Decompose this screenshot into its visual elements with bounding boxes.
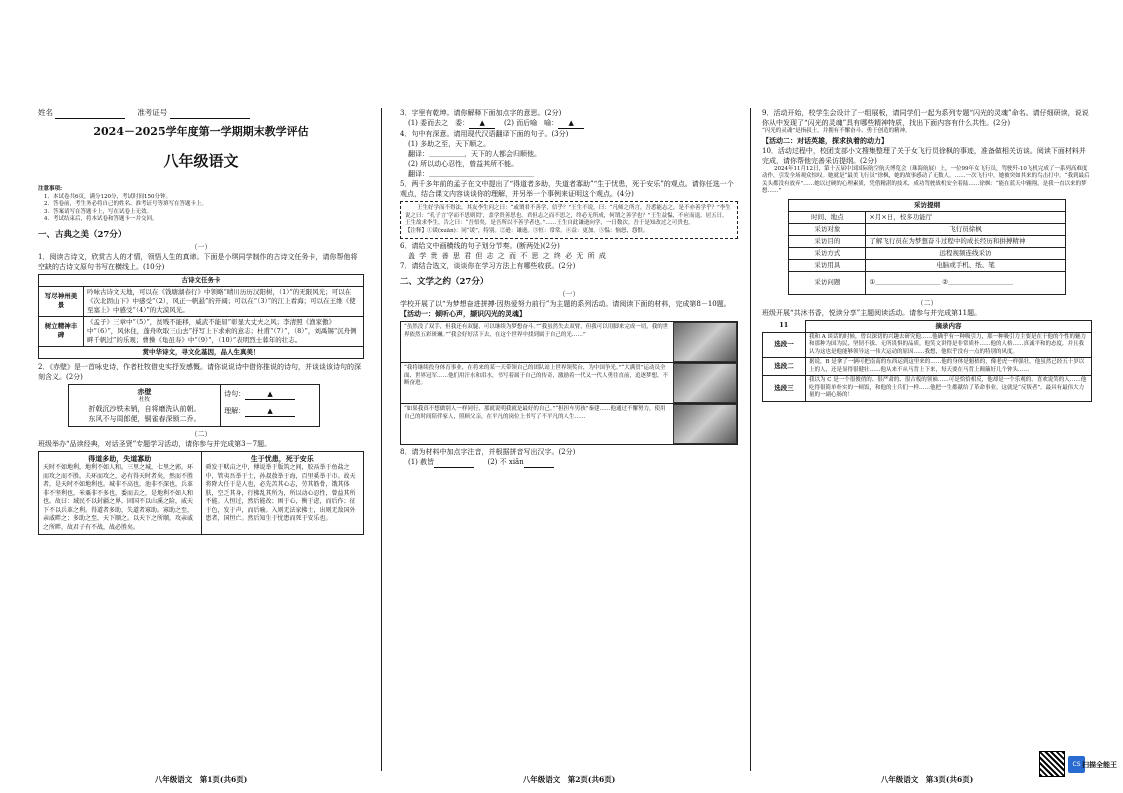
- question-8: 8．请为材料中加点字注音，并根据拼音写出汉字。(2分): [400, 448, 576, 456]
- q4-item: (1) 多助之至，天下顺之。: [408, 140, 491, 148]
- section-1-title: 一、古典之美（27分）: [38, 229, 127, 240]
- q8-item: (2) 不 xiǎn: [487, 458, 524, 466]
- answer-blank[interactable]: ▲: [469, 118, 495, 129]
- name-label: 姓名: [38, 108, 53, 117]
- scanner-app-logo-icon: CS: [1068, 756, 1085, 773]
- excerpt-label: 选段三: [763, 376, 806, 402]
- card-row-label: 树立精神丰碑: [39, 316, 84, 346]
- interview-outline: [788, 199, 1065, 295]
- outline-value: 远程视频连线采访: [866, 247, 1065, 259]
- question-2: 2．《赤壁》是一首咏史诗，作者杜牧借史实抒发感慨。请你说说诗中借你推说的诗句，并谈谈该诗句的深刻含义。(2分): [38, 362, 361, 381]
- q9-note: “闪光的灵魂”是指叔士，并拥有不懈奋斗、勇于创造的精神。: [762, 128, 911, 134]
- part-2-label: （二）: [190, 430, 212, 438]
- question-11-number: 11: [779, 321, 789, 330]
- passage-text: 舜发于畎亩之中，傅说举于版筑之间，胶鬲举于鱼盐之中，管夷吾举于士，孙叔敖举于海，百里奚举于市。故天将降大任于是人也，必先苦其心志，劳其筋骨，饿其体肤，空乏其身，行拂乱其所为，所以动心忍性，曾益其所不能。人恒过，然后能改；困于心，衡于虑，而后作；征于色，发于声，而后喻。入则无法家拂士，出则无敌国外患者，国恒亡。然后知生于忧患而死于安乐也。: [205, 464, 356, 522]
- excerpt-label: 选段二: [763, 358, 806, 376]
- poem-line-label: 诗句：: [224, 389, 246, 398]
- activity-intro: 班级举办“品读经典，对话圣贤”专题学习活动，请你参与并完成第3－7题。: [38, 440, 272, 448]
- excerpt-title: 摘录内容: [806, 320, 1092, 332]
- question-10: 10．活动过程中，校团支部小文搜集整理了关于女飞行员徐枫的事迹，准备做相关访谈。阅读下面材料并完成，请你帮他完善采访提纲。(2分): [762, 146, 1086, 165]
- part-4-label: （二）: [916, 298, 938, 307]
- excerpt-text: 我和 A 谈话的时候，曾以深切的兴趣去研究他……他确乎有一种吸引力，那一种吸引力主要是在于他的个性的魅力和那种为国为民、坚韧不拔、无所畏惧的品质。他笑文讲得是非常质朴……他的人格……真诚平和的态度，并且我认为这也是他能够领导这一伟大运动的原因……我想，他似乎没有一点的特别的风度。: [806, 332, 1092, 358]
- material-row: [401, 363, 737, 404]
- card-row-text: 吟咏古诗文天地，可以在《钱塘湖春行》中领略“晴川历历汉阳树，（1）”的无限风光；可以在《次北固山下》中感受“（2），风正一帆悬”的开阔；可以在“（3）”的江上看海；可以在王维《使至塞上》中感受“（4）”的大漠风光。: [84, 286, 364, 316]
- outline-key: 采访方式: [789, 247, 866, 259]
- card-row-label: 写尽神州美景: [39, 286, 84, 316]
- poem-meaning-label: 理解：: [224, 406, 246, 415]
- outline-value: ×月×日，校多功能厅: [866, 211, 1065, 223]
- outline-key: 采访用具: [789, 259, 866, 271]
- poem-line: 折戟沉沙铁未销，自将磨洗认前朝。: [88, 405, 201, 413]
- athlete-photo: [673, 363, 737, 403]
- answer-blank[interactable]: [524, 457, 554, 468]
- notice-item: 1．本试卷共6页，满分120分，考试时间150分钟。: [44, 193, 171, 200]
- q6-sentence: 盖 学 贵 善 思 君 但 志 之 而 不 思 之 终 必 无 所 成: [408, 252, 607, 260]
- q8-item: (1) 赦皆: [408, 458, 435, 466]
- question-3: 3．字里有乾坤。请你解释下面加点字的意思。(2分): [400, 109, 562, 117]
- activity-1-title: 【活动一：倾听心声，撷识闪光的灵魂】: [400, 309, 526, 318]
- part-3-label: （一）: [558, 290, 580, 298]
- outline-value: 飞行员徐枫: [866, 223, 1065, 235]
- card-row-text: 《孟子》三章中“（5）”，贫贱不能移，威武不能屈”彰显大丈夫之风；李清照《渔家傲》中“（6）”，风休住，蓬舟吹取三山去”抒写上下求索的意志；杜甫“（7）”，（8）”，刘禹锡“沉舟侧畔千帆过”的乐观；曹操《龟虽寿》中“（9）”，（10）”表明烈士暮年的壮志。: [84, 316, 364, 346]
- page-3: [762, 108, 1092, 773]
- page-divider: [750, 108, 751, 771]
- page-2: [400, 108, 738, 773]
- outline-key: 采访目的: [789, 235, 866, 247]
- answer-blank[interactable]: ▲: [245, 406, 295, 417]
- card-footer: 赏中华诗文，寻文化基因，品人生真美！: [39, 346, 364, 358]
- question-7: 7．请结合选文，谈谈你在学习方法上有哪些收获。(2分): [400, 262, 576, 270]
- year-title: 2024－2025学年度第一学期期末教学评估: [93, 125, 309, 138]
- answer-blank[interactable]: [434, 457, 474, 468]
- passage-title: 得道多助，失道寡助: [88, 454, 152, 463]
- exam-header: [38, 108, 364, 537]
- excerpt-label: 选段一: [763, 332, 806, 358]
- activity-2-title: 【活动二：对话英雄，探求执着的动力】: [762, 135, 888, 145]
- athlete-photo: [673, 322, 737, 362]
- poem-task-card: [38, 274, 364, 359]
- excerpt-text: 我以为 C 是一个很俊俏的、很严肃的、很古板的领袖……可是恰恰相反，他却是一个乐观的、喜欢说笑的人……他吃得很简单朴实的一顿饭，和他的士兵们一样……他把一生都献给了革命事业。这就是“反叛者”。最具有最伟大力量的一副心肠的！: [806, 376, 1092, 402]
- activity-intro: 班级开展“共沐书香，悦读分享”主题阅读活动。请参与并完成第11题。: [762, 308, 982, 317]
- question-9: 9．活动开始，校学生会设计了一组展板，请同学们一起为系列专题“闪光的灵魂”命名。请仔细研读，说说你从中发现了“闪光的灵魂”具有哪些精神特质，找出下面内容有什么共性。(2分): [762, 109, 1089, 127]
- outline-title: 采访提纲: [789, 199, 1065, 211]
- passage-pair: [38, 451, 364, 535]
- scanner-app-brand: 扫描全能王: [1082, 761, 1117, 769]
- notice-title: 注意事项:: [38, 186, 63, 192]
- page-divider: [381, 108, 382, 771]
- passage-text: 2024年11月12日，第十五届中国国际航空航天博览会（珠海航展）上，一位99年女飞行员，驾驶歼-10飞机完成了一系列高难度动作，引发全场观众惊叹。她就是“最美飞行员”徐枫，她的故事感动了无数人。……一次飞行中，她被突如其来的鸟击打中。“我到最后关头都没有放弃”……她以过硬的心理素质，凭借精湛的技术，成功驾驶战机安全着陆……徐枫：“能在蓝天中翱翔，是我一直以来的梦想……”: [762, 165, 1090, 194]
- q3-item: (2) 而后喻 喻：: [504, 119, 559, 127]
- outline-value: 了解飞行员在为梦想奋斗过程中的成长经历和拼搏精神: [866, 235, 1065, 247]
- qr-code-icon: [1039, 751, 1065, 777]
- outline-key: 采访对象: [789, 223, 866, 235]
- excerpt-table: [762, 320, 1092, 402]
- outline-value: 电脑或手机、纸、笔: [866, 259, 1065, 271]
- material-row: [401, 322, 737, 363]
- notice-item: 3．答案请写在答题卡上，写在试卷上无效。: [44, 208, 153, 215]
- page-footer: 八年级语文 第2页(共6页): [522, 775, 616, 784]
- material-text: “如果我真不想做别人一样同行，那就说明我就是最好的自己。”“担担车男孩”秦建……他通过不懈努力，使用自己的时间陪伴家人，照顾父亲，在平凡的岗位上书写了不平凡的人生……: [404, 406, 666, 420]
- material-text: “虽然没了双手，但我还有双腿，可以继续为梦想奋斗。”“我虽然失去双臂，但我可以用脚来完成一切，我的世界依然五彩斑斓。”“我会好好活下去，在这个世界中找到属于自己的光……”: [404, 324, 669, 338]
- material-box: [400, 321, 738, 445]
- passage-note: 【注释】①谖(xuān)：同“谖”，特别。②逊：谦逊。③恒：常常。④益：更加。⑤愠：恼怒，怨恨。: [405, 227, 649, 234]
- worker-photo: [673, 404, 737, 444]
- notice-item: 4．考试结束后，将本试卷和答题卡一并交回。: [44, 216, 158, 222]
- question-6: 6．请给文中画横线的句子划分节奏。(断两处)(2分): [400, 242, 560, 250]
- exam-no-field[interactable]: [170, 108, 250, 119]
- page-footer: 八年级语文 第3页(共6页): [880, 775, 974, 784]
- poem-title: 赤壁: [137, 386, 152, 396]
- passage-text: 天时不如地利，地利不如人和。三里之城，七里之郭，环而攻之而不胜。夫环而攻之，必有得天时者矣，然而不胜者，是天时不如地利也。城非不高也，池非不深也，兵革非不坚利也，米粟非不多也，委而去之，是地利不如人和也。故曰：域民不以封疆之界，固国不以山溪之险，威天下不以兵革之利。得道者多助，失道者寡助。寡助之至，亲戚畔之；多助之至，天下顺之。以天下之所顺，攻亲戚之所畔，故君子有不战，战必胜矣。: [43, 464, 194, 531]
- poem-box: [68, 384, 320, 428]
- question-1: 1．阅读古诗文，欣赏古人的才情，领悟人生的真谛。下面是小琪同学制作的古诗文任务卡，请你帮他将空缺的古诗文原句书写在横线上。(10分): [38, 252, 358, 271]
- outline-key: 时间、地点: [789, 211, 866, 223]
- outline-key: 采访问题: [789, 271, 866, 294]
- page-footer: 八年级语文 第1页(共6页): [154, 775, 248, 784]
- name-field[interactable]: [55, 108, 125, 119]
- passage-title: 生于忧患，死于安乐: [250, 454, 314, 463]
- question-4: 4．句中有深意。请用现代汉语翻译下面的句子。(3分): [400, 130, 569, 138]
- notice-list: [38, 194, 364, 224]
- exam-no-label: 准考证号: [137, 108, 168, 117]
- section-2-title: 二、文学之约（27分）: [400, 277, 489, 287]
- part-1-label: （一）: [190, 242, 212, 251]
- answer-blank[interactable]: ▲: [245, 389, 295, 400]
- excerpt-text: 据说，B 是拿了一辆可把南南的东西运到这里来的……他的身体是魁梧的，像老虎一样强壮。他虽然已经五十岁以上的人，还是显得很健壮……他从来不从马背上下来，每天要在马背上颠簸好几个钟头……: [806, 358, 1092, 376]
- q4-item: 翻译：＿＿＿＿＿，天下的人都会归顺他。: [408, 150, 541, 158]
- material-text: “我将继续投身体育事业，在将来的某一天带领自己的团队站上世界领奖台，为中国争光。”“大满贯”运动员全面、世界冠军……他们用汗水和泪水，书写着属于自己的传奇，激励着一代又一代人勇往直前，追逐梦想，不断奋进。: [404, 365, 669, 386]
- card-title: 古诗文任务卡: [39, 274, 364, 286]
- subject-title: 八年级语文: [163, 152, 239, 170]
- q3-item: (1) 委而去之 委：: [408, 119, 470, 127]
- activity-intro: 学校开展了以“为梦想奋进拼搏·因热爱努力前行”为主题的系列活动。请阅读下面的材料，完成第8－10题。: [400, 300, 731, 308]
- notice-item: 2．答卷前，考生务必将自己的姓名、准考证号等填写在答题卡上。: [44, 201, 208, 207]
- reading-passage: [400, 201, 738, 239]
- passage-text: 王生好学而不得法。其友李生问之曰：“或谓君不善学，信乎？”王生不说，曰：“凡师之所言，吾悉能志之，是不亦善学乎？”李生说之曰：“孔子言‘学而不思则罔’，盖学贵善思也。君但志之而不思之，终必无所成，何谓之善学也？”王生益愠，不应而退。居五日，王生故求李生，告之曰：“吾悟矣，是吾所以不善学者也。”……王生自此谦逊向学，一日数次。吾于是知改过之可贵也。: [405, 205, 731, 226]
- outline-answer[interactable]: ①＿＿＿＿＿＿＿＿＿＿ ②＿＿＿＿＿＿＿＿＿＿: [866, 271, 1065, 294]
- q4-item: (2) 所以动心忍性，曾益其所不能。: [408, 160, 519, 168]
- q4-item: 翻译：＿＿＿＿＿＿＿＿＿＿＿＿＿＿＿: [408, 170, 534, 178]
- poem-line: 东风不与周郎便，铜雀春深锁二乔。: [88, 415, 201, 423]
- answer-blank[interactable]: ▲: [558, 118, 584, 129]
- material-row: [401, 404, 737, 444]
- poem-author: 杜牧: [139, 396, 151, 403]
- question-5: 5．两千多年前的孟子在文中提出了“得道者多助，失道者寡助”“生于忧患，死于安乐”的观点。请你任选一个观点，结合课文内容谈谈你的理解，并另举一个事例来证明这个观点。(4分): [400, 180, 734, 198]
